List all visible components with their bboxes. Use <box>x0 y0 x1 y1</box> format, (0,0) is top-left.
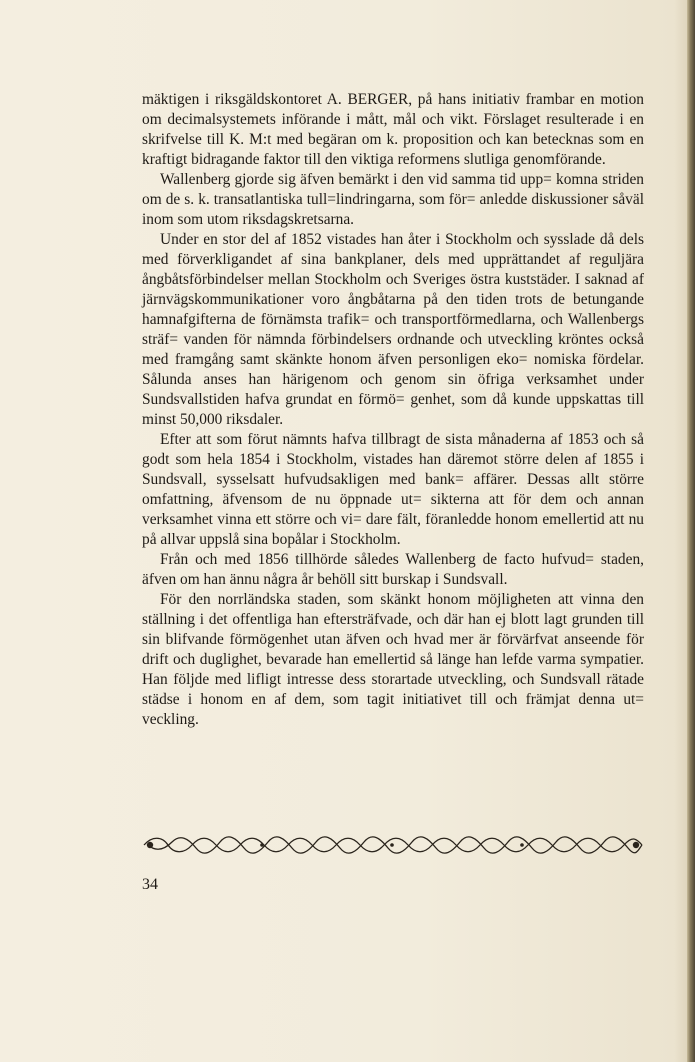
paragraph-1: mäktigen i riksgäldskontoret A. BERGER, på hans initiativ frambar en motion om decimalsystemets införande i mått, mål och vikt. Förslaget resulterade i en skrifvelse till K. M:t med begäran om k. proposition och kan betecknas som en kraftigt bidragande faktor till den viktiga reformens slutliga genomförande. <box>142 91 644 168</box>
paragraph-5: Från och med 1856 tillhörde således Wallenberg de facto hufvud= staden, äfven om han ännu några år behöll sitt burskap i Sundsvall. <box>142 551 644 588</box>
page-edge-shadow <box>687 0 695 1062</box>
paragraph-3: Under en stor del af 1852 vistades han åter i Stockholm och sysslade då dels med förverkligandet af sina bankplaner, dels med upprättandet af reguljära ångbåtsförbindelser mellan Stockholm och Sveriges östra kuststäder. I saknad af järnvägskommunikationer voro ångbåtarna på den tiden trots de betungande hamnafgifterna de förnämsta trafik= och transportförmedlarna, och Wallenbergs sträf= vanden för nämnda förbindelsers ordnande och utveckling kröntes också med framgång samt skänkte honom äfven personligen eko= nomiska fördelar. Sålunda anses han härigenom och genom sin öfriga verksamhet under Sundsvallstiden hafva grundat en förmö= genhet, som då kunde uppskattas till minst 50,000 riksdaler. <box>142 231 644 428</box>
decorative-border-ornament-icon <box>142 834 644 856</box>
paragraph-2: Wallenberg gjorde sig äfven bemärkt i den vid samma tid upp= komna striden om de s. k. transatlantiska tull=lindringarna, som för= anledde diskussioner såväl inom som utom riksdagskretsarna. <box>142 171 644 228</box>
paragraph-4: Efter att som förut nämnts hafva tillbragt de sista månaderna af 1853 och så godt som hela 1854 i Stockholm, vistades han däremot större delen af 1855 i Sundsvall, sysselsatt hufvudsakligen med bank= affärer. Dessas allt större omfattning, äfvensom de nu öppnade ut= sikterna att för dem och annan verksamhet vinna ett större och vi= dare fält, föranledde honom emellertid att nu på allvar uppslå sina bopålar i Stockholm. <box>142 431 644 548</box>
page-number: 34 <box>142 876 158 893</box>
body-text <box>142 90 644 730</box>
paragraph-6: För den norrländska staden, som skänkt honom möjligheten att vinna den ställning i det offentliga han eftersträfvade, och där han ej blott lagt grunden till sin blifvande förmögenhet utan äfven och hvad mer är förvärfvat anseende för drift och duglighet, bevarade han emellertid så länge han lefde varma sympatier. Han följde med lifligt intresse dess storartade utveckling, och Sundsvall rätade städse i honom en af dem, som tagit initiativet till och främjat denna ut= veckling. <box>142 591 644 728</box>
